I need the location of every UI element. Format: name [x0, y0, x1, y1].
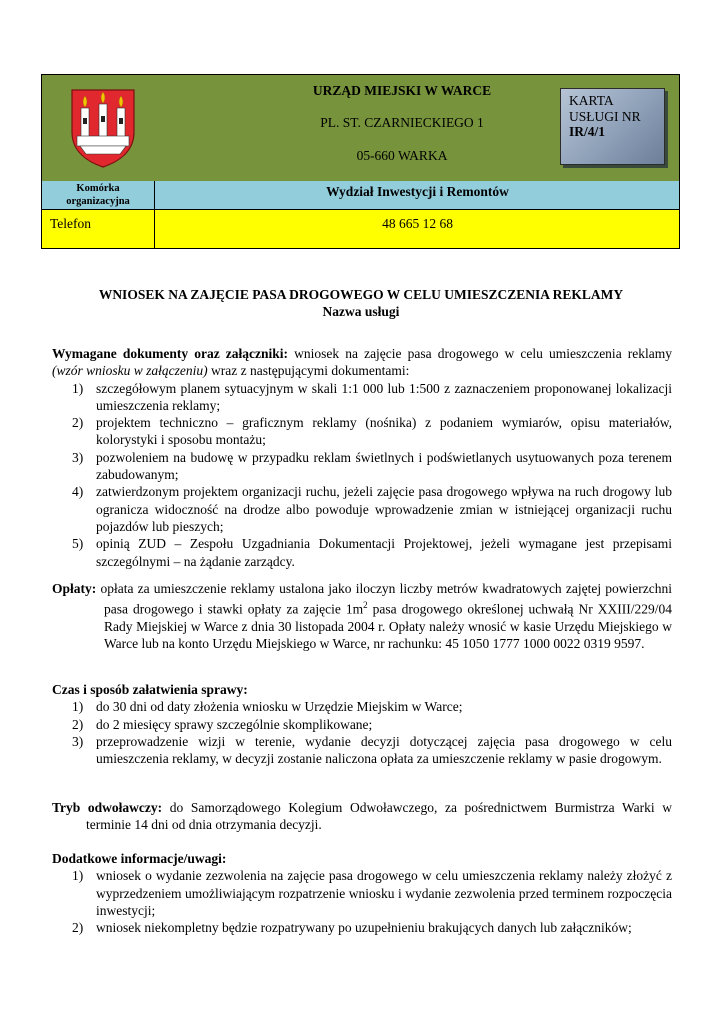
office-name: URZĄD MIEJSKI W WARCE — [312, 83, 492, 98]
additional-section — [52, 850, 672, 936]
list-item: 1) do 30 dni od daty złożenia wniosku w Urzędzie Miejskim w Warce; — [72, 699, 463, 715]
list-item: 1) szczegółowym planem sytuacyjnym w skali 1:1 000 lub 1:500 z zaznaczeniem proponowanej lokalizacji umieszczenia reklamy; — [72, 380, 672, 413]
documents-intro-a: wniosek na zajęcie pasa drogowego w celu umieszczenia reklamy — [294, 346, 673, 361]
list-item: 2) projektem techniczno – graficznym reklamy (nośnika) z podaniem wymiarów, opisu materiałów, kolorystyki i sposobu montażu; — [72, 415, 672, 448]
time-list — [52, 698, 672, 767]
documents-list — [52, 380, 672, 570]
fees-text-b: pasa drogowego określonej uchwałą Nr XXIII/229/04 Rady Miejskiej w Warce z dnia 30 listopada 2004 r. Opłaty należy wnosić w kasie Urzędu Miejskiego w Warce lub na konto Urzędu Miejskiego w Warce, nr rachunku: 45 1050 1777 1000 0022 0319 9597. — [104, 601, 673, 652]
service-title-sub: Nazwa usługi — [322, 304, 400, 319]
list-item: 3) pozwoleniem na budowę w przypadku reklam świetlnych i podświetlanych usytuowanych poza terenem zabudowanym; — [72, 449, 672, 483]
service-title — [41, 286, 681, 320]
documents-section — [52, 345, 672, 570]
card-number: IR/4/1 — [569, 124, 606, 139]
header-office-row — [42, 75, 679, 182]
list-item: 1) wniosek o wydanie zezwolenia na zajęcie pasa drogowego w celu umieszczenia reklamy należy złożyć z wyprzedzeniem umożliwiającym rozpatrzenie wniosku i wydanie zezwolenia przed terminem rozpoczęcia inwestycji; — [72, 868, 672, 918]
documents-intro-b: wraz z następującymi dokumentami: — [211, 363, 410, 379]
appeal-text: do Samorządowego Kolegium Odwoławczego, za pośrednictwem Burmistrza Warki w terminie 14 dni od dnia otrzymania decyzji. — [86, 800, 672, 833]
service-card-box — [560, 88, 665, 165]
header-unit-row — [42, 181, 679, 210]
card-label-2: USŁUGI NR — [569, 108, 641, 124]
fees-heading: Opłaty: — [52, 581, 97, 596]
card-label-1: KARTA — [569, 93, 614, 108]
fees-text-a: opłata za umieszczenie reklamy ustalona jako iloczyn liczby metrów kwadratowych zajętej powierzchni pasa drogowego i stawki opłaty za zajęcie 1m — [100, 581, 672, 617]
service-title-main: WNIOSEK NA ZAJĘCIE PASA DROGOWEGO W CELU UMIESZCZENIA REKLAMY — [98, 287, 624, 302]
header-phone-row — [42, 210, 679, 248]
time-section — [52, 681, 672, 767]
documents-heading: Wymagane dokumenty oraz załączniki: — [52, 346, 289, 361]
unit-label — [42, 181, 155, 209]
fees-sup: 2 — [363, 600, 368, 611]
fees-section — [52, 580, 672, 653]
appeal-heading: Tryb odwoławczy: — [52, 800, 163, 815]
phone-value: 48 665 12 68 — [382, 216, 453, 231]
city-crest-icon — [70, 88, 136, 168]
appeal-section — [52, 799, 672, 834]
phone-label: Telefon — [42, 210, 155, 248]
office-address-city: 05-660 WARKA — [356, 148, 448, 163]
list-item: 2) wniosek niekompletny będzie rozpatrywany po uzupełnieniu brakujących danych lub załączników; — [72, 920, 632, 936]
time-heading: Czas i sposób załatwienia sprawy: — [52, 682, 248, 697]
list-item: 2) do 2 miesięcy sprawy szczególnie skomplikowane; — [72, 716, 373, 732]
header-table — [41, 74, 680, 249]
unit-value: Wydział Inwestycji i Remontów — [326, 184, 509, 199]
unit-label-line2: organizacyjna — [66, 196, 130, 207]
list-item: 3) przeprowadzenie wizji w terenie, wydanie decyzji dotyczącej zajęcia pasa drogowego w celu umieszczenia reklamy, w decyzji zostanie naliczona opłata za umieszczenie reklamy w pasie drogowym. — [72, 733, 672, 767]
list-item: 4) zatwierdzonym projektem organizacji ruchu, jeżeli zajęcie pasa drogowego wpływa na ruch drogowy lub ogranicza widoczność na drodze albo powoduje wprowadzenie zmian w istniejącej organizacji ruchu pojazdów lub pieszych; — [72, 484, 672, 534]
unit-label-line1: Komórka — [76, 183, 120, 194]
additional-heading: Dodatkowe informacje/uwagi: — [52, 851, 227, 866]
additional-list — [52, 867, 672, 936]
office-address-street: PL. ST. CZARNIECKIEGO 1 — [320, 115, 484, 130]
list-item: 5) opinią ZUD – Zespołu Uzgadniania Dokumentacji Projektowej, jeżeli wymagane jest przepisami szczególnymi – na żądanie zarządcy. — [72, 536, 672, 569]
documents-intro-italic: (wzór wniosku w załączeniu) — [52, 363, 208, 379]
